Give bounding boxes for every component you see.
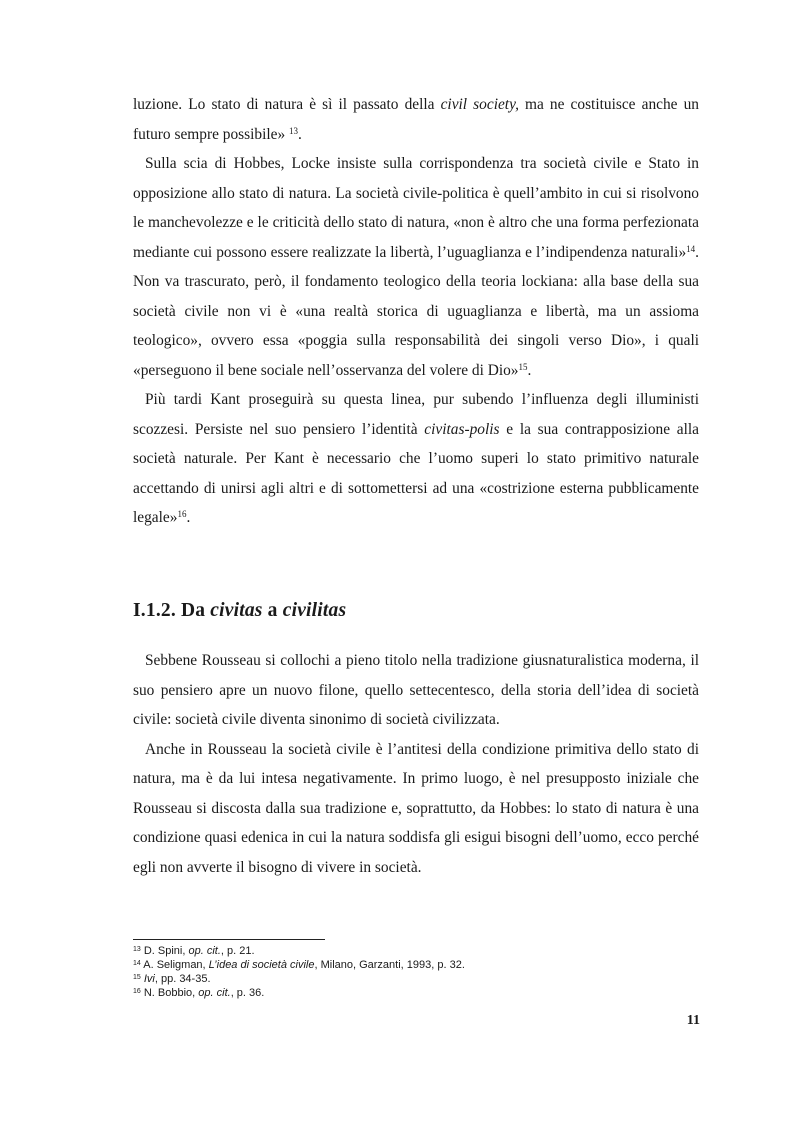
footnote	[133, 986, 699, 1000]
body-text-top	[133, 90, 699, 533]
footnote-italic: Ivi	[143, 973, 155, 985]
footnote-separator	[133, 939, 325, 940]
text-run: Più tardi Kant proseguirà su questa linea, pur subendo l’influenza degli illuministi scozzesi. Persiste nel suo pensiero l’identità	[133, 391, 699, 438]
paragraph-kant	[133, 385, 699, 533]
footnote-number: 15	[133, 974, 141, 981]
body-text-bottom	[133, 646, 699, 882]
footnote-number: 16	[133, 988, 141, 995]
footnote-italic: op. cit.	[198, 987, 231, 999]
footnote-ref: 14	[686, 243, 696, 254]
footnote-text: , Milano, Garzanti, 1993, p. 32.	[314, 959, 465, 971]
footnote-number: 14	[133, 960, 141, 967]
footnote-number: 13	[133, 946, 141, 953]
text-run: e la sua contrapposizione alla società naturale. Per Kant è necessario che l’uomo superi lo stato primitivo naturale accettando di unirsi agli altri e di sottomettersi ad una «costrizione esterna pubblicamente legale»	[133, 420, 700, 526]
text-run: .	[298, 125, 302, 143]
footnote-text: D. Spini,	[140, 945, 189, 957]
text-run: . Non va trascurato, però, il fondamento teologico della teoria lockiana: alla base della sua società civile non vi è «una realtà storica di uguaglianza e libertà, ma un assioma teologico», ovvero essa «poggia sulla responsabilità dei singoli verso Dio», i quali «perseguono il bene sociale nell’osservanza del volere di Dio»	[133, 243, 699, 379]
italic-term: civitas-polis	[424, 420, 500, 438]
footnote-ref: 16	[177, 509, 187, 519]
heading-italic: civitas	[210, 600, 263, 621]
text-run: ma ne costituisce anche un futuro sempre possibile»	[133, 96, 699, 143]
heading-italic: civilitas	[282, 600, 347, 621]
paragraph-continuation	[133, 90, 699, 149]
footnote-text: , p. 21.	[220, 945, 255, 957]
page-number: 11	[686, 1013, 700, 1028]
footnote	[133, 944, 699, 958]
footnote-text: , pp. 34-35.	[154, 973, 211, 985]
paragraph-rousseau-1: Sebbene Rousseau si collochi a pieno titolo nella tradizione giusnaturalistica moderna, il suo pensiero apre un nuovo filone, quello settecentesco, della storia dell’idea di società civile: società civile diventa sinonimo di società civilizzata.	[133, 652, 699, 728]
text-run: luzione. Lo stato di natura è sì il passato della	[133, 96, 441, 113]
footnote-italic: L’idea di società civile	[208, 959, 315, 971]
footnote-italic: op. cit.	[188, 945, 221, 957]
footnote	[133, 958, 699, 972]
italic-term: civil society,	[440, 96, 519, 113]
text-run: .	[186, 509, 191, 526]
footnote-text: A. Seligman,	[140, 959, 209, 971]
footnote-text: , p. 36.	[230, 987, 265, 999]
heading-text: a	[262, 600, 283, 621]
footnote-text: N. Bobbio,	[140, 987, 199, 999]
footnotes	[133, 944, 699, 1000]
paragraph-rousseau-2: Anche in Rousseau la società civile è l’antitesi della condizione primitiva dello stato di natura, ma è da lui intesa negativamente. In primo luogo, è nel presupposto iniziale che Rousseau si discosta dalla sua tradizione e, soprattutto, da Hobbes: lo stato di natura è una condizione quasi edenica in cui la natura soddisfa gli esigui bisogni dell’uomo, ecco perché egli non avverte il bisogno di vivere in società.	[133, 740, 699, 876]
footnote-ref: 15	[518, 361, 528, 372]
footnote	[133, 972, 699, 986]
text-run: .	[527, 361, 532, 379]
paragraph-locke	[133, 149, 699, 385]
footnote-ref: 13	[289, 125, 299, 136]
text-run: Sulla scia di Hobbes, Locke insiste sulla corrispondenza tra società civile e Stato in opposizione allo stato di natura. La società civile-politica è quell’ambito in cui si risolvono le manchevolezze e le criticità dello stato di natura, «non è altro che una forma perfezionata mediante cui possono essere realizzate la libertà, l’uguaglianza e l’indipendenza naturali»	[133, 155, 699, 261]
heading-text: I.1.2. Da	[133, 600, 211, 621]
section-heading	[133, 600, 346, 622]
